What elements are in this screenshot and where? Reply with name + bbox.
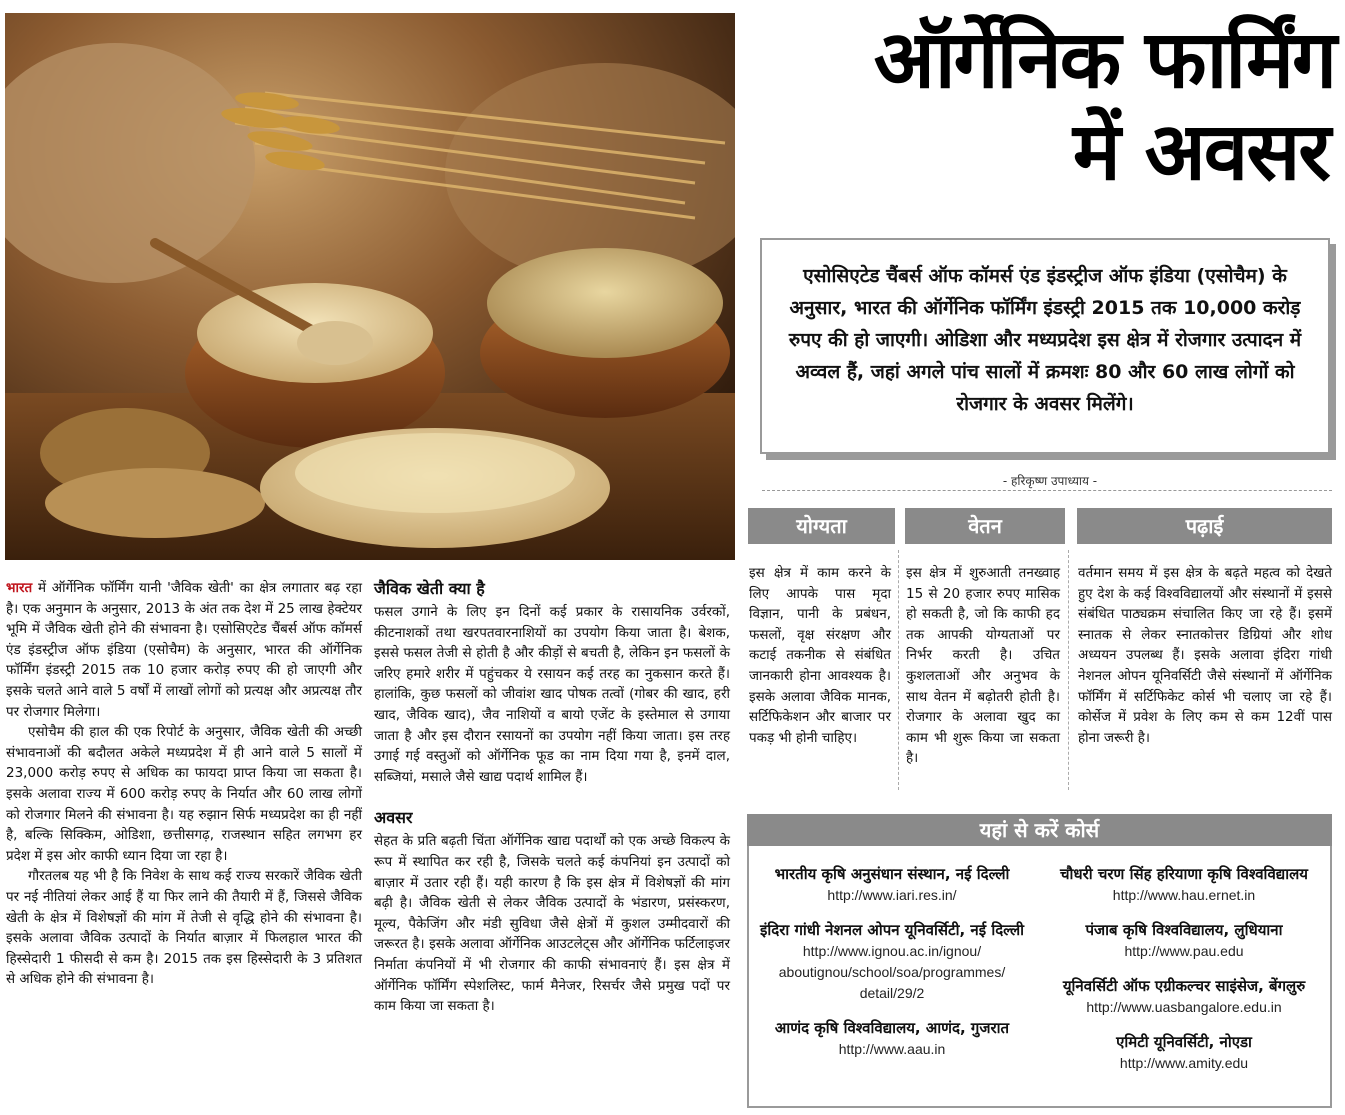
headline-line-1: ऑर्गेनिक फार्मिंग [873,13,1335,106]
course-url[interactable]: http://www.ignou.ac.in/ignou/ aboutignou/school/soa/programmes/ detail/29/2 [778,943,1006,1001]
article-paragraph: गौरतलब यह भी है कि निवेश के साथ कई राज्य सरकारें जैविक खेती पर नई नीतियां लेकर आई हैं या फिर लाने की तैयारी में हैं, जिससे जैविक खेती के क्षेत्र में विशेषज्ञों की मांग में तेजी से वृद्धि होने की संभावना है। इसके अलावा जैविक उत्पादों के निर्यात बाज़ार में फिलहाल भारत की हिस्सेदारी 1 फीसदी से कम है। 2015 तक इस हिस्सेदारी के 3 प्रतिशत से अधिक होने की संभावना है। [6,868,362,988]
column-divider [1068,550,1069,790]
course-item [1039,864,1329,906]
article-column-2 [374,578,730,1017]
yogyata-text: इस क्षेत्र में काम करने के लिए आपके पास मृदा विज्ञान, पानी के प्रबंधन, फसलों, वृक्ष संरक्षण और कटाई तकनीक से संबंधित जानकारी होना आवश्यक है। इसके अलावा जैविक मानक, सर्टिफिकेशन और बाजार पर पकड़ भी होनी चाहिए। [749,565,891,746]
byline: - हरिकृष्ण उपाध्याय - [980,472,1120,489]
course-url[interactable]: http://www.uasbangalore.edu.in [1086,999,1282,1015]
course-url[interactable]: http://www.hau.ernet.in [1112,887,1256,903]
course-institute: चौधरी चरण सिंह हरियाणा कृषि विश्वविद्यालय [1059,865,1308,883]
section-heading-padhai: पढ़ाई [1077,508,1332,544]
course-url[interactable]: http://www.aau.in [838,1041,946,1057]
article-paragraph: सेहत के प्रति बढ़ती चिंता ऑर्गेनिक खाद्य पदार्थों को एक अच्छे विकल्प के रूप में स्थापित कर रही है, जिसके चलते कई कंपनियां इन उत्पादों को बाज़ार में उतार रही हैं। यही कारण है कि इस क्षेत्र में विशेषज्ञों की मांग बढ़ी है। जैविक खेती से लेकर जैविक उत्पादों के भंडारण, प्रसंस्करण, मूल्य, पैकेजिंग और मंडी सुविधा जैसे क्षेत्रों में कुशल उम्मीदवारों की जरूरत है। इसके अलावा ऑर्गेनिक आउटलेट्स और ऑर्गेनिक फर्टिलाइजर निर्माता कंपनियों में भी रोजगार की काफी संभावनाएं हैं। इस क्षेत्र में ऑर्गेनिक फॉर्मिंग स्पेशलिस्ट, फार्म मैनेजर, रिसर्चर जैसे प्रमुख पदों पर काम किया जा सकता है। [374,833,730,1015]
section-heading-yogyata: योग्यता [748,508,895,544]
article-paragraph [6,578,362,722]
course-item [1039,920,1329,962]
vetan-text: इस क्षेत्र में शुरुआती तनख्वाह 15 से 20 हजार रुपए मासिक हो सकती है, जो कि काफी हद तक आपकी योग्यताओं पर निर्भर करती है। उचित कुशलताओं और अनुभव के साथ वेतन में बढ़ोतरी होती है। रोजगार के अलावा खुद का काम भी शुरू किया जा सकता है। [906,565,1060,767]
course-institute: यूनिवर्सिटी ऑफ एग्रीकल्चर साइंसेज, बेंगलुरु [1062,977,1306,995]
lead-word: भारत [6,580,33,596]
courses-left-column [757,864,1027,1074]
course-item [1039,1032,1329,1074]
article-paragraph: एसोचैम की हाल की एक रिपोर्ट के अनुसार, जैविक खेती की अच्छी संभावनाओं की बदौलत अकेले मध्यप्रदेश में ही आने वाले 5 सालों में 23,000 करोड़ रुपए से अधिक का फायदा प्राप्त किया जा सकता है। इसके अलावा राज्य में 600 करोड़ रुपए के निर्यात और 60 लाख लोगों को रोजगार मिलने की संभावना है। यह रुझान सिर्फ मध्यप्रदेश का ही नहीं है, बल्कि सिक्किम, ओडिशा, छत्तीसगढ़, राजस्थान सहित लगभग हर प्रदेश में इस ओर काफी ध्यान दिया जा रहा है। [6,724,362,864]
article-column-1 [6,578,362,990]
courses-heading: यहां से करें कोर्स [747,814,1332,846]
summary-text: एसोसिएटेड चैंबर्स ऑफ कॉमर्स एंड इंडस्ट्रीज ऑफ इंडिया (एसोचैम) के अनुसार, भारत की ऑर्गेनिक फॉर्मिंग इंडस्ट्री 2015 तक 10,000 करोड़ रुपए की हो जाएगी। ओडिशा और मध्यप्रदेश इस क्षेत्र में रोजगार उत्पादन में अव्वल हैं, जहां अगले पांच सालों में क्रमशः 80 और 60 लाख लोगों को रोजगार के अवसर मिलेंगे। [788,265,1302,415]
courses-right-column [1039,864,1329,1088]
article-paragraph: फसल उगाने के लिए इन दिनों कई प्रकार के रासायनिक उर्वरकों, कीटनाशकों तथा खरपतवारनाशियों का उपयोग किया जाता है। बेशक, इससे फसल तेजी से होती है और कीड़ों से बचती है, लेकिन इन फसलों के जरिए हमारे शरीर में पहुंचकर ये रसायन कई तरह का नुकसान करते हैं। हालांकि, कुछ फसलों को जीवांश खाद पोषक तत्वों (गोबर की खाद, हरी खाद, जैविक खाद), जैव नाशियों व बायो एजेंट के इस्तेमाल से उगाया जाता है और इस दौरान रसायनों का उपयोग नहीं किया जाता। इस तरह उगाई गई वस्तुओं को ऑर्गेनिक फूड का नाम दिया गया है, इनमें दाल, सब्जियां, मसाले जैसे खाद्य पदार्थ शामिल हैं। [374,604,730,785]
byline-divider [762,490,1332,491]
course-item [1039,976,1329,1018]
course-url[interactable]: http://www.pau.edu [1124,943,1244,959]
headline [745,13,1335,198]
courses-box [747,846,1332,1108]
headline-line-2: में अवसर [1072,105,1329,198]
grain-illustration [5,13,735,560]
course-institute: आणंद कृषि विश्वविद्यालय, आणंद, गुजरात [774,1019,1010,1037]
column-divider [898,550,899,790]
padhai-text: वर्तमान समय में इस क्षेत्र के बढ़ते महत्व को देखते हुए देश के कई विश्वविद्यालयों और संस्थानों में इससे संबंधित पाठ्यक्रम संचालित किए जा रहे हैं। इसमें स्नातक से लेकर स्नातकोत्तर डिग्रियां और शोध अध्ययन उपलब्ध हैं। इसके अलावा इंदिरा गांधी नेशनल ओपन यूनिवर्सिटी जैसे संस्थानों में ऑर्गेनिक फॉर्मिंग में सर्टिफिकेट कोर्स भी चलाए जा रहे हैं। कोर्सेज में प्रवेश के लिए कम से कम 12वीं पास होना जरूरी है। [1078,565,1332,746]
course-item [757,1018,1027,1060]
course-institute: एमिटी यूनिवर्सिटी, नोएडा [1116,1033,1252,1051]
grain-photo [5,13,735,560]
course-institute: पंजाब कृषि विश्वविद्यालय, लुधियाना [1085,921,1283,939]
course-item [757,864,1027,906]
course-url[interactable]: http://www.amity.edu [1119,1055,1249,1071]
subheading-avsar: अवसर [374,808,413,828]
section-heading-vetan: वेतन [905,508,1065,544]
course-institute: इंदिरा गांधी नेशनल ओपन यूनिवर्सिटी, नई दिल्ली [760,921,1024,939]
summary-box [760,238,1330,454]
subheading-jaivik-kheti: जैविक खेती क्या है [374,579,485,598]
course-institute: भारतीय कृषि अनुसंधान संस्थान, नई दिल्ली [774,865,1010,883]
course-url[interactable]: http://www.iari.res.in/ [827,887,957,903]
paragraph-text: में ऑर्गेनिक फॉर्मिंग यानी 'जैविक खेती' का क्षेत्र लगातार बढ़ रहा है। एक अनुमान के अनुसार, 2013 के अंत तक देश में 25 लाख हेक्टेयर भूमि में जैविक खेती होने की संभावना है। एसोसिएटेड चैंबर्स ऑफ कॉमर्स एंड इंडस्ट्रीज ऑफ इंडिया (एसोचैम) के अनुसार, भारत की ऑर्गेनिक फॉर्मिंग इंडस्ट्री 2015 तक 10 हजार करोड़ रुपए की हो जाएगी और इसके चलते आने वाले 5 वर्षों में लाखों लोगों को प्रत्यक्ष और अप्रत्यक्ष तौर पर रोजगार मिलेगा। [6,580,362,720]
course-item [757,920,1027,1004]
